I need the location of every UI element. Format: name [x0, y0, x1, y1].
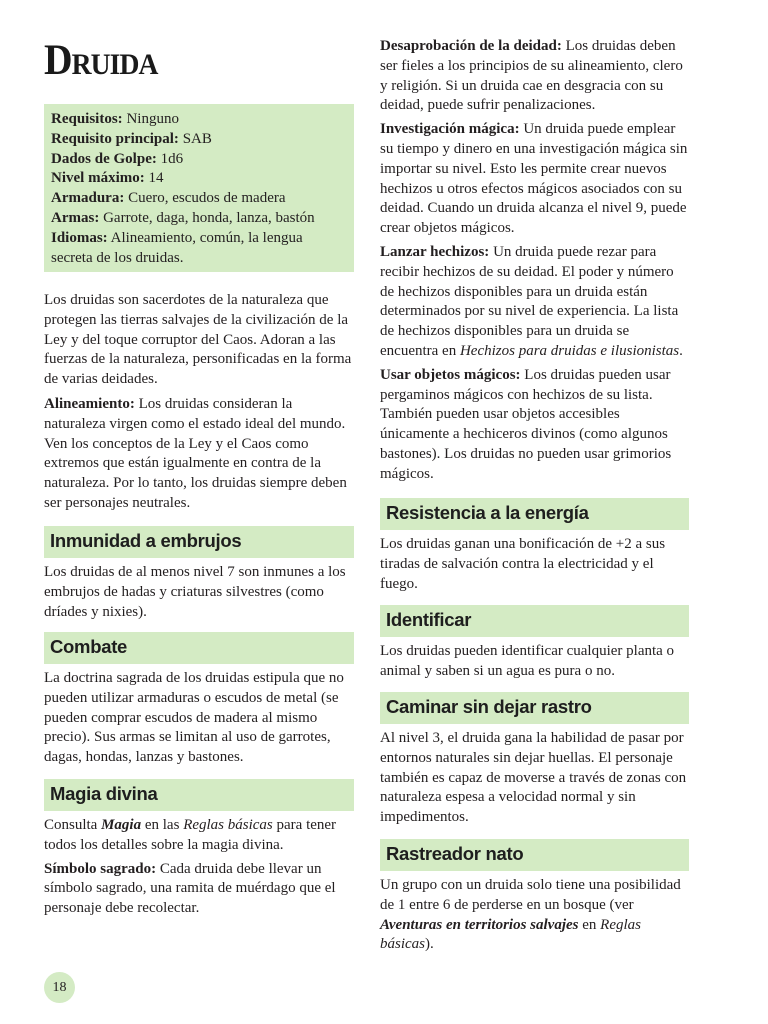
- heading-identify: Identificar: [380, 605, 689, 637]
- immunity-section: [44, 563, 354, 622]
- combat-text: La doctrina sagrada de los druidas estipula que no pueden utilizar armaduras o escudos de metal (se pueden comprar escudos de madera al mismo precio). Sus armas se limitan al uso de garrotes, dagas, hondas, lanzas y bastones.: [44, 670, 344, 766]
- req-row: Armas: Garrote, daga, honda, lanza, bastón: [51, 209, 315, 226]
- magic-items-paragraph: Usar objetos mágicos: Los druidas pueden usar pergaminos mágicos con hechizos de su lista. También pueden usar objetos accesibles únicamente a hechiceros divinos (como algunos bastones). Los druidas no pueden usar grimorios mágicos.: [380, 366, 672, 482]
- tracker-section: [380, 876, 690, 955]
- alignment-paragraph: Alineamiento: Los druidas consideran la naturaleza virgen como el estado ideal del mundo. Ven los conceptos de la Ley y el Caos como extremos que están igualmente en contra de la naturaleza. Por lo tanto, los druidas siempre deben ser personajes neutrales.: [44, 395, 347, 511]
- heading-divine-magic: Magia divina: [44, 779, 354, 811]
- req-row: Requisitos: Ninguno: [51, 111, 179, 127]
- combat-section: [44, 669, 356, 768]
- req-row: Dados de Golpe: 1d6: [51, 150, 184, 167]
- intro-paragraph: Los druidas son sacerdotes de la naturaleza que protegen las tierras salvajes de la civilización de la Ley y del toque corruptor del Caos. Adoran a las fuerzas de la naturaleza, personificadas en la forma de varias deidades.: [44, 292, 352, 388]
- page-number: 18: [44, 972, 75, 1003]
- heading-energy-resistance: Resistencia a la energía: [380, 498, 689, 530]
- heading-immunity: Inmunidad a embrujos: [44, 526, 354, 558]
- req-row: Nivel máximo: 14: [51, 170, 164, 187]
- trackless-section: [380, 729, 690, 828]
- identify-text: Los druidas pueden identificar cualquier planta o animal y saben si un agua es pura o no.: [380, 643, 675, 679]
- energy-section: [380, 535, 690, 594]
- heading-combat: Combate: [44, 632, 354, 664]
- requirements-box: [44, 104, 354, 272]
- req-row: Requisito principal: SAB: [51, 130, 212, 147]
- req-row: Idiomas: Alineamiento, común, la lengua secreta de los druidas.: [51, 229, 303, 266]
- tracker-text: Un grupo con un druida solo tiene una posibilidad de 1 entre 6 de perderse en un bosque (ver Aventuras en territorios salvajes en Reglas básicas).: [380, 877, 681, 953]
- disfavor-paragraph: Desaprobación de la deidad: Los druidas deben ser fieles a los principios de su alineamiento, clero y religión. Si un druida cae en desgracia con su deidad, puede sufrir penalizaciones.: [380, 38, 683, 114]
- divine-magic-section: [44, 816, 354, 919]
- holy-symbol-text: Símbolo sagrado: Cada druida debe llevar un símbolo sagrado, una ramita de muérdago que el personaje debe recolectar.: [44, 860, 336, 917]
- heading-tracker: Rastreador nato: [380, 839, 689, 871]
- heading-trackless: Caminar sin dejar rastro: [380, 692, 689, 724]
- identify-section: [380, 642, 690, 682]
- energy-text: Los druidas ganan una bonificación de +2 a sus tiradas de salvación contra la electricidad y el fuego.: [380, 536, 666, 592]
- req-row: Armadura: Cuero, escudos de madera: [51, 190, 286, 207]
- trackless-text: Al nivel 3, el druida gana la habilidad de pasar por entornos naturales sin dejar huellas. El personaje también es capaz de moverse a través de zonas con naturaleza espesa a velocidad normal y sin impedimentos.: [380, 730, 687, 826]
- research-paragraph: Investigación mágica: Un druida puede emplear su tiempo y dinero en una investigación mágica sin importar su nivel. Esto les permite crear nuevos hechizos u otros efectos mágicos asociados con su deidad. Cuando un druida alcanza el nivel 9, puede crear objetos mágicos.: [380, 121, 688, 237]
- immunity-text: Los druidas de al menos nivel 7 son inmunes a los embrujos de hadas y criaturas silvestres (como dríades y nixies).: [44, 564, 346, 620]
- intro-section: [44, 291, 356, 514]
- page-title: Druida: [44, 37, 158, 84]
- spellcasting-paragraph: Lanzar hechizos: Un druida puede rezar para recibir hechizos de su deidad. El poder y número de hechizos disponibles para un druida están determinados por su nivel de experiencia. La lista de hechizos disponibles para un druida se encuentra en Hechizos para druidas e ilusionistas.: [380, 243, 683, 359]
- divine-magic-text: Consulta Magia en las Reglas básicas para tener todos los detalles sobre la magia divina.: [44, 817, 337, 853]
- right-top-section: [380, 37, 690, 485]
